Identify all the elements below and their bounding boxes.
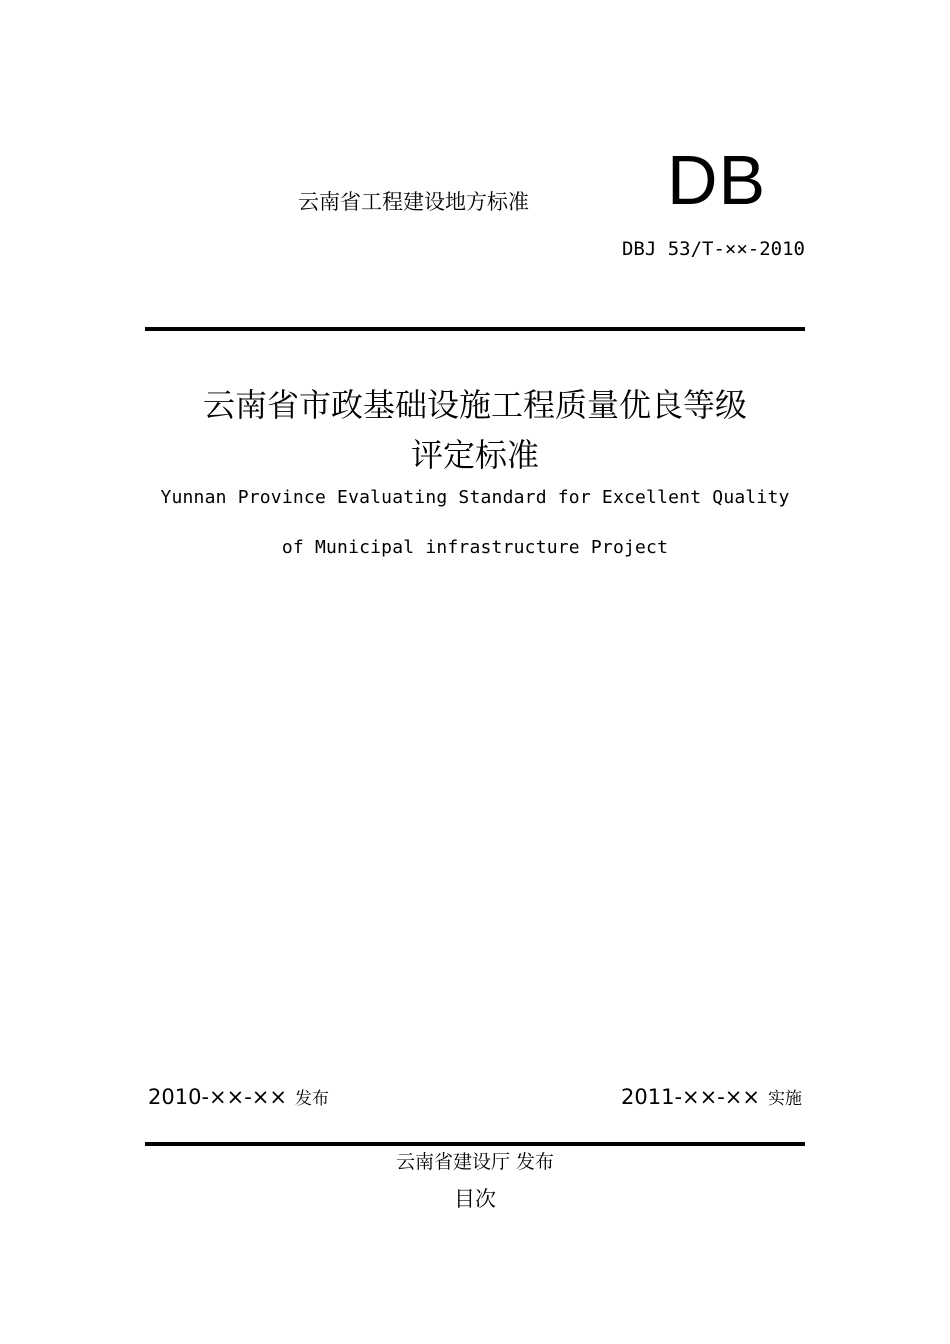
standard-category: 云南省工程建设地方标准	[298, 190, 529, 214]
effective-label: 实施	[768, 1089, 802, 1109]
title-chinese-line-1: 云南省市政基础设施工程质量优良等级	[202, 386, 747, 424]
issue-date-block	[148, 1084, 329, 1109]
standard-mark: DB	[667, 141, 767, 219]
effective-date-block	[621, 1084, 802, 1109]
top-divider	[145, 327, 805, 331]
publisher: 云南省建设厅 发布	[395, 1151, 555, 1173]
standard-code: DBJ 53/T-××-2010	[621, 238, 805, 260]
bottom-divider	[145, 1142, 805, 1146]
effective-date: 2011-××-××	[621, 1085, 760, 1109]
title-english-line-2: of Municipal infrastructure Project	[281, 537, 669, 558]
table-of-contents-heading: 目次	[454, 1187, 496, 1211]
title-chinese-line-2: 评定标准	[410, 436, 539, 474]
issue-label: 发布	[294, 1089, 329, 1109]
issue-date: 2010-××-××	[148, 1085, 287, 1109]
title-english-line-1: Yunnan Province Evaluating Standard for Excellent Quality	[160, 487, 790, 508]
